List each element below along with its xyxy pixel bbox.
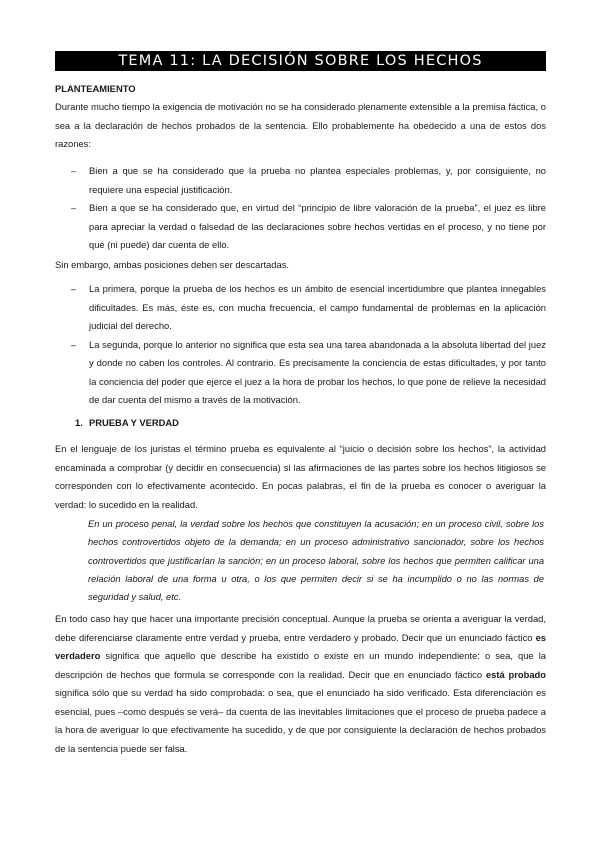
intro-paragraph: Durante mucho tiempo la exigencia de motivación no se ha considerado plenamente extensible a la premisa fáctica, o sea a la declaración de hechos probados de la sentencia. Ello probablemente ha obedecido a una de estos dos razones: (55, 101, 546, 149)
reasons-list (55, 162, 546, 255)
planteamiento-heading: PLANTEAMIENTO (55, 83, 136, 94)
bold-term-probado: está probado (485, 668, 546, 680)
dash-bullet: – (71, 165, 77, 176)
list-item-text: Bien a que se ha considerado que, en virtud del “principio de libre valoración de la prueba”, el juez es libre para apreciar la verdad o falsedad de las declaraciones sobre hechos vertidas en el proceso, y no tiene por qué (ni puede) dar cuenta de ello. (89, 202, 546, 250)
list-item (55, 162, 546, 199)
dash-bullet: – (71, 338, 77, 350)
example-quote: En un proceso penal, la verdad sobre los hechos que constituyen la acusación; en un proceso civil, sobre los hechos controvertidos objeto de la demanda; en un proceso administrativo sancionador, sobre los hechos controvertidos que justificarían la sanción; en un proceso laboral, sobre los hechos que permiten calificar una relación laboral de una forma u otra, o los que permiten decir si se ha incumplido o no las normas de seguridad y salud, etc. (88, 519, 544, 603)
list-item-text: La segunda, porque lo anterior no significa que esta sea una tarea abandonada a la absoluta libertad del juez y donde no caben los controles. Al contrario. Es precisamente la conciencia de estas dificultades, y por tanto la conciencia del poder que ejerce el juez a la hora de probar los hechos, lo que pone de relieve la necesidad de dar cuenta del mismo a través de la motivación. (89, 338, 546, 405)
list-item (55, 336, 546, 410)
dash-bullet: – (71, 283, 77, 294)
list-item (55, 199, 546, 255)
conceptual-paragraph (55, 610, 546, 758)
chapter-title: TEMA 11: LA DECISIÓN SOBRE LOS HECHOS (55, 51, 546, 71)
paragraph-text: significa que aquello que describe ha existido o existe en un mundo independiente: o sea, que la descripción de hechos que formula se corresponde con la realidad. Decir que en enunciado fáctico (55, 650, 546, 680)
section-label: PRUEBA Y VERDAD (89, 417, 179, 428)
section-number: 1. (75, 417, 83, 428)
paragraph-text: significa sólo que su verdad ha sido comprobada: o sea, que el enunciado ha sido verificado. Esta diferenciación es esencial, pues –como después se verá– da cuenta de las inevitables limitaciones que el proceso de prueba padece a la hora de averiguar lo que efectivamente ha sucedido, y de que por consiguiente la declaración de hechos probados de la sentencia puede ser falsa. (55, 687, 546, 754)
sin-embargo-paragraph: Sin embargo, ambas posiciones deben ser descartadas. (55, 259, 289, 270)
dash-bullet: – (71, 202, 77, 213)
paragraph-text: En todo caso hay que hacer una importante precisión conceptual. Aunque la prueba se orienta a averiguar la verdad, debe diferenciarse claramente entre verdad y prueba, entre verdadero y probado. Decir que un enunciado fáctico (55, 613, 546, 643)
juristas-paragraph: En el lenguaje de los juristas el término prueba es equivalente al “juicio o decisión sobre los hechos”, la actividad encaminada a comprobar (y decidir en consecuencia) si las afirmaciones de las partes sobre los hechos litigiosos se corresponden con lo efectivamente acontecido. En pocas palabras, el fin de la prueba es conocer o averiguar la verdad: lo sucedido en la realidad. (55, 443, 546, 510)
list-item-text: Bien a que se ha considerado que la prueba no plantea especiales problemas, y, por consiguiente, no requiere una especial justificación. (89, 165, 546, 195)
rebuttals-list (55, 280, 546, 410)
list-item (55, 280, 546, 336)
bold-term-verdadero: es verdadero (55, 631, 546, 661)
list-item-text: La primera, porque la prueba de los hechos es un ámbito de esencial incertidumbre que plantea innegables dificultades. Es más, éste es, con mucha frecuencia, el campo fundamental de problemas en la aplicación judicial del derecho. (89, 283, 546, 331)
